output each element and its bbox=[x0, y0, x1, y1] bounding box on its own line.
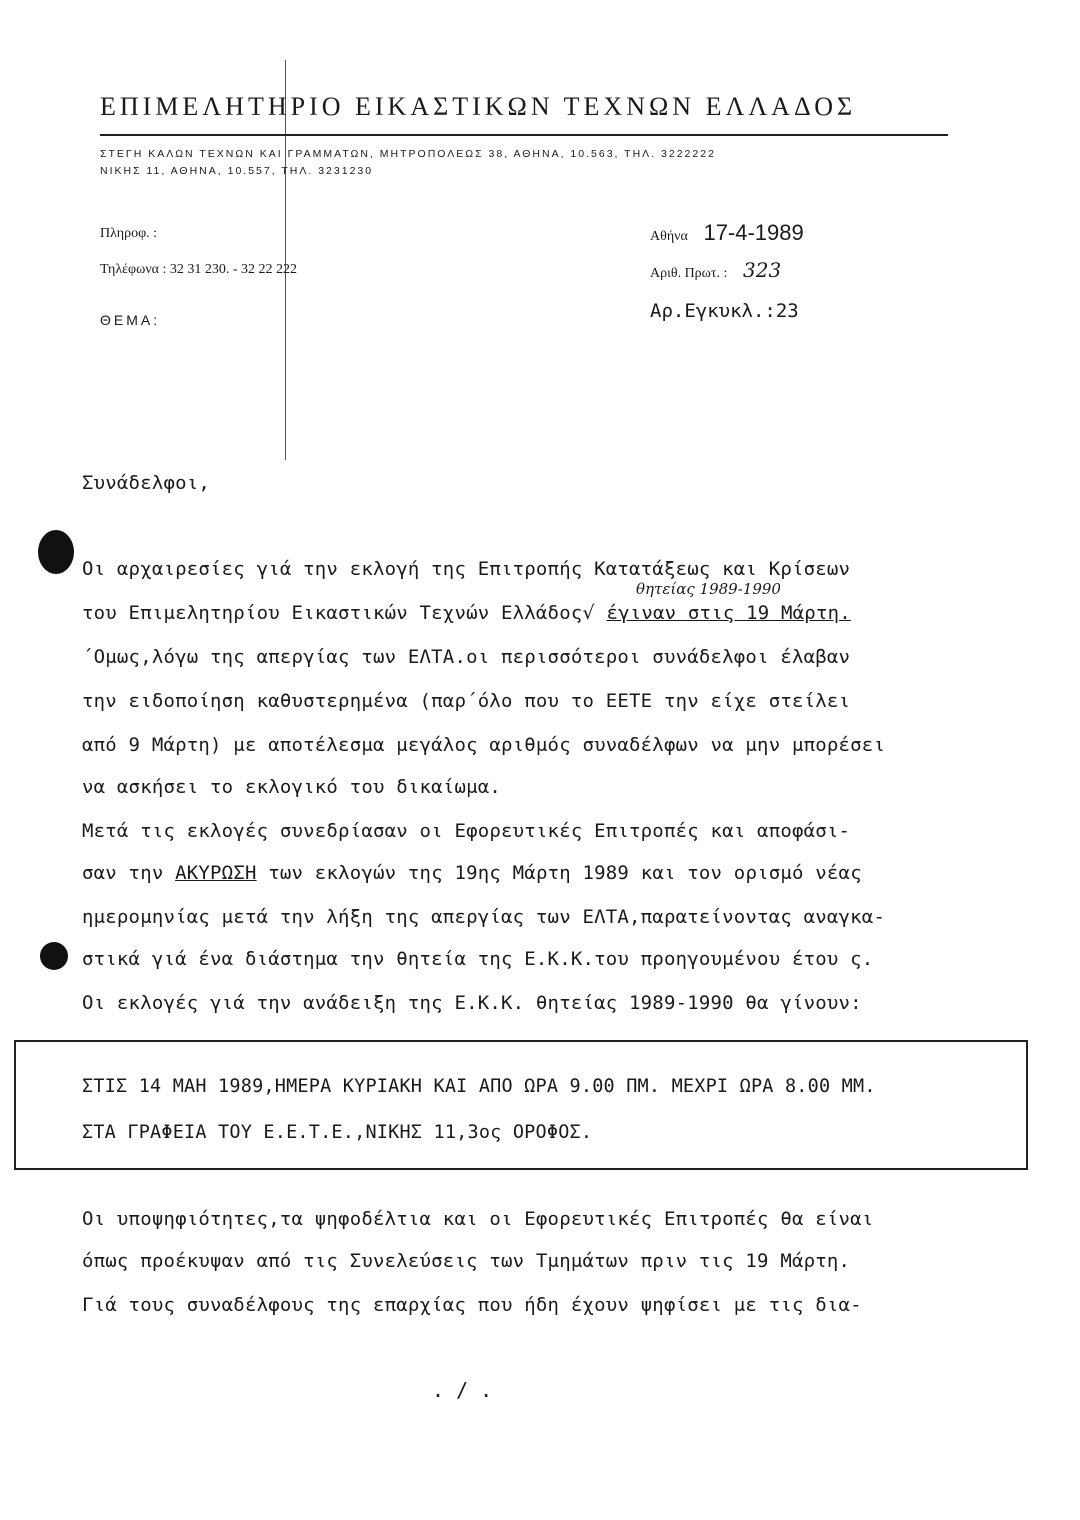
paragraph-3-line-3: Γιά τους συναδέλφους της επαρχίας που ήδη έχουν ψηφίσει με τις δια- bbox=[82, 1294, 862, 1316]
paragraph-2-line-4: στικά γιά ένα διάστημα την θητεία της Ε.Κ.Κ.του προηγουμένου έτου ς. bbox=[82, 948, 874, 970]
continuation-mark: . / . bbox=[432, 1378, 493, 1402]
protocol-label: Αριθ. Πρωτ. : bbox=[650, 266, 728, 281]
phones-field bbox=[100, 262, 297, 278]
subject-label: ΘΕΜΑ: bbox=[100, 312, 161, 328]
organization-name: ΕΠΙΜΕΛΗΤΗΡΙΟ ΕΙΚΑΣΤΙΚΩΝ ΤΕΧΝΩΝ ΕΛΛΑΔΟΣ bbox=[100, 92, 857, 121]
election-notice-box bbox=[14, 1040, 1028, 1170]
paragraph-1-line-3: ΄Ομως,λόγω της απεργίας των ΕΛΤΑ.οι περισσότεροι συνάδελφοι έλαβαν bbox=[82, 646, 851, 668]
punch-hole-top bbox=[38, 530, 74, 574]
punch-hole-bottom bbox=[40, 942, 68, 970]
greeting: Συνάδελφοι, bbox=[82, 472, 211, 494]
notice-line-1: ΣΤΙΣ 14 ΜΑΗ 1989,ΗΜΕΡΑ ΚΥΡΙΑΚΗ ΚΑΙ ΑΠΟ ΩΡΑ 9.00 ΠΜ. ΜΕΧΡΙ ΩΡΑ 8.00 ΜΜ. bbox=[82, 1076, 876, 1097]
address-line-1: ΣΤΕΓΗ ΚΑΛΩΝ ΤΕΧΝΩΝ ΚΑΙ ΓΡΑΜΜΑΤΩΝ, ΜΗΤΡΟΠΟΛΕΩΣ 38, ΑΘΗΝΑ, 10.563, ΤΗΛ. 3222222 bbox=[100, 148, 716, 160]
date-field bbox=[650, 220, 804, 246]
paragraph-1-line-4: την ειδοποίηση καθυστερημένα (παρ΄όλο που το ΕΕΤΕ την είχε στείλει bbox=[82, 690, 851, 712]
address-line-2: ΝΙΚΗΣ 11, ΑΘΗΝΑ, 10.557, ΤΗΛ. 3231230 bbox=[100, 165, 374, 177]
date-value: 17-4-1989 bbox=[703, 220, 804, 245]
paragraph-2-line-2 bbox=[82, 862, 862, 884]
paragraph-3-line-2: όπως προέκυψαν από τις Συνελεύσεις των Τμημάτων πριν τις 19 Μάρτη. bbox=[82, 1250, 851, 1272]
header-rule bbox=[100, 134, 948, 136]
paragraph-2-line-1: Μετά τις εκλογές συνεδρίασαν οι Εφορευτικές Επιτροπές και αποφάσι- bbox=[82, 820, 851, 842]
paragraph-1-line-1: Οι αρχαιρεσίες γιά την εκλογή της Επιτροπής Κατατάξεως και Κρίσεων bbox=[82, 558, 851, 580]
paragraph-1-line-2a: του Επιμελητηρίου Εικαστικών Τεχνών Ελλάδος bbox=[82, 602, 583, 624]
paragraph-2-line-5: Οι εκλογές γιά την ανάδειξη της Ε.Κ.Κ. θητείας 1989-1990 θα γίνουν: bbox=[82, 992, 862, 1014]
protocol-value: 323 bbox=[743, 258, 782, 282]
paragraph-1-line-2b: έγιναν στις 19 Μάρτη. bbox=[606, 602, 851, 624]
paragraph-2-line-2-before: σαν την bbox=[82, 862, 164, 884]
paragraph-1-line-2: του Επιμελητηρίου Εικαστικών Τεχνών Ελλάδος√ έγιναν στις 19 Μάρτη. bbox=[82, 602, 851, 624]
paragraph-2-line-2-after: των εκλογών της 19ης Μάρτη 1989 και τον ορισμό νέας bbox=[268, 862, 862, 884]
info-label: Πληροφ. : bbox=[100, 226, 158, 241]
paragraph-1-line-6: να ασκήσει το εκλογικό του δικαίωμα. bbox=[82, 776, 502, 798]
circular-number: Αρ.Εγκυκλ.:23 bbox=[650, 300, 799, 322]
date-label: Αθήνα bbox=[650, 229, 688, 244]
paragraph-1-line-5: από 9 Μάρτη) με αποτέλεσμα μεγάλος αριθμός συναδέλφων να μην μπορέσει bbox=[82, 734, 886, 756]
notice-line-2: ΣΤΑ ΓΡΑΦΕΙΑ ΤΟΥ Ε.Ε.Τ.Ε.,ΝΙΚΗΣ 11,3ος ΟΡΟΦΟΣ. bbox=[82, 1122, 593, 1143]
phones-value: 32 31 230. - 32 22 222 bbox=[169, 262, 298, 277]
phones-label: Τηλέφωνα : bbox=[100, 262, 167, 277]
paragraph-3-line-1: Οι υποψηφιότητες,τα ψηφοδέλτια και οι Εφορευτικές Επιτροπές θα είναι bbox=[82, 1208, 874, 1230]
protocol-field bbox=[650, 258, 781, 282]
cancellation-emphasis: ΑΚΥΡΩΣΗ bbox=[175, 862, 257, 884]
paragraph-2-line-3: ημερομηνίας μετά την λήξη της απεργίας των ΕΛΤΑ,παρατείνοντας αναγκα- bbox=[82, 906, 886, 928]
handwritten-term-insert: θητείας 1989-1990 bbox=[636, 580, 781, 598]
